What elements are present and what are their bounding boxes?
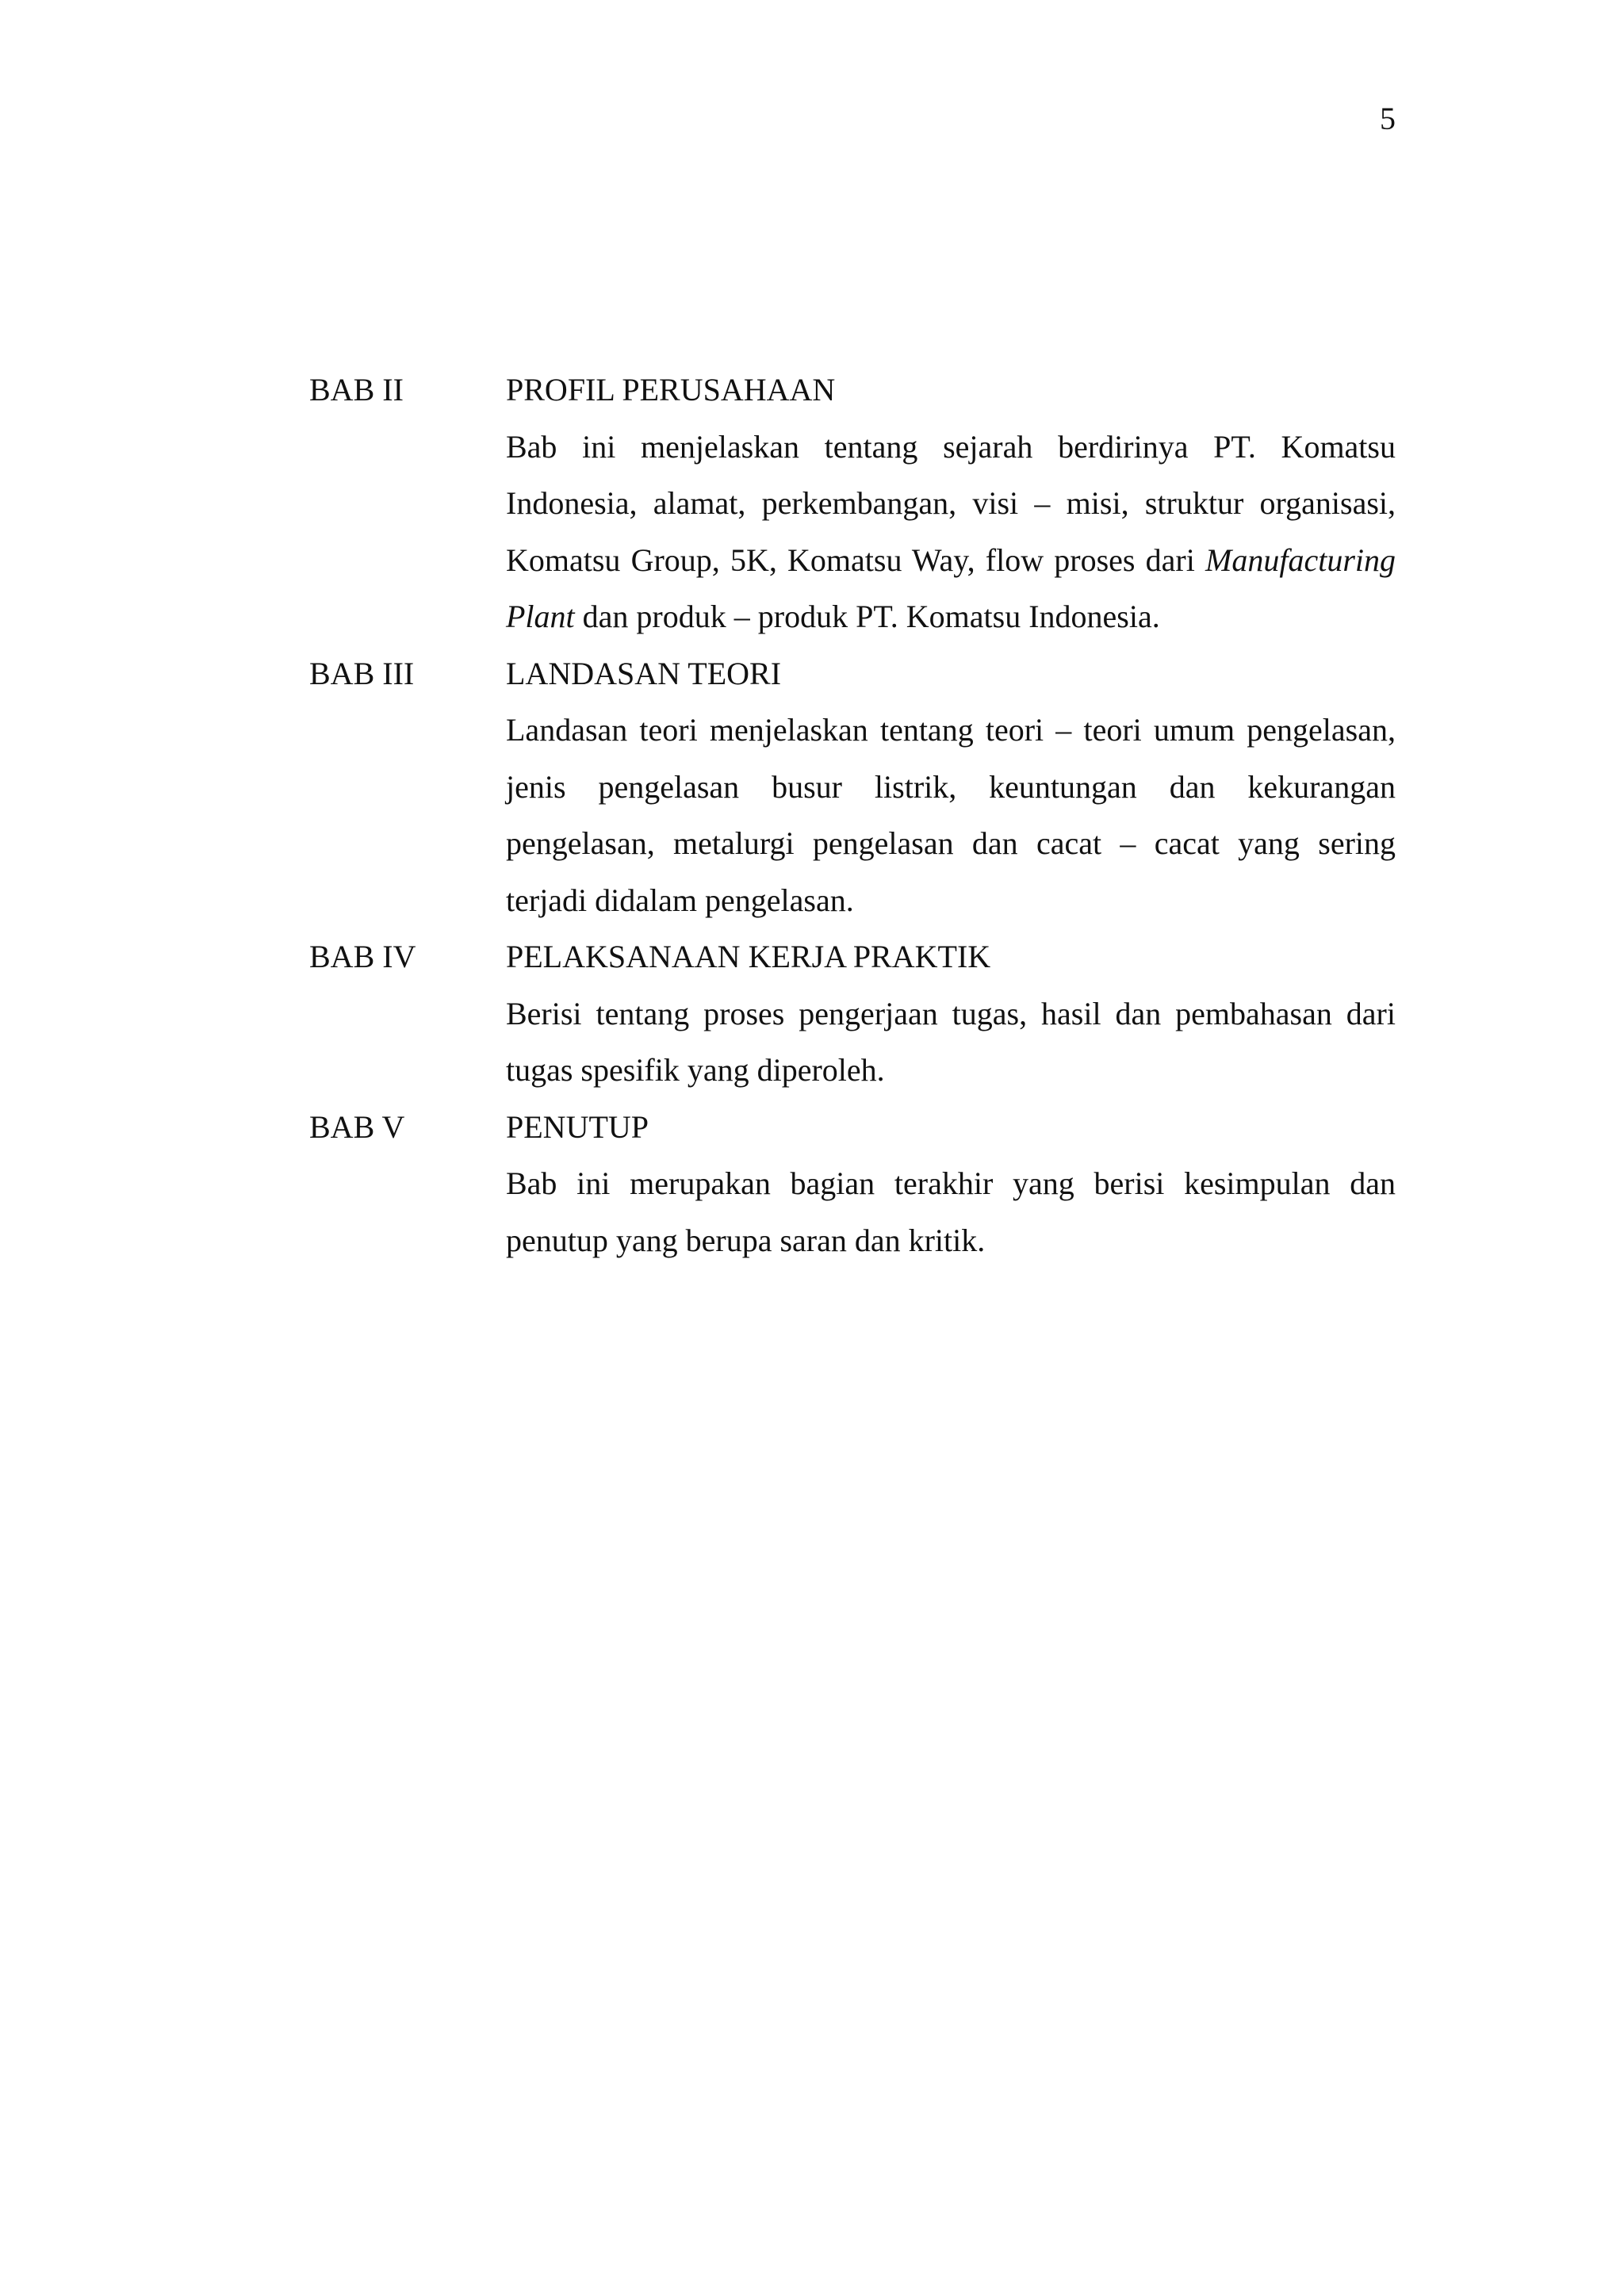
chapter-title: PENUTUP <box>506 1108 649 1145</box>
chapter-entry-bab-iv <box>309 928 1396 1099</box>
chapter-outline <box>309 362 1396 1269</box>
chapter-description-text-end: dan produk – produk PT. Komatsu Indonesia. <box>574 599 1160 634</box>
chapter-description: Landasan teori menjelaskan tentang teori – teori umum pengelasan, jenis pengelasan busur listrik, keuntungan dan kekurangan pengelasan, metalurgi pengelasan dan cacat – cacat yang sering terjadi didalam pengelasan. <box>506 712 1396 918</box>
chapter-body <box>506 362 1396 645</box>
chapter-body <box>506 645 1396 929</box>
chapter-entry-bab-v <box>309 1099 1396 1269</box>
chapter-entry-bab-ii <box>309 362 1396 645</box>
chapter-title: LANDASAN TEORI <box>506 655 782 691</box>
chapter-title: PROFIL PERUSAHAAN <box>506 372 836 408</box>
chapter-code: BAB III <box>309 655 415 691</box>
chapter-body <box>506 1099 1396 1269</box>
chapter-code: BAB V <box>309 1108 405 1145</box>
chapter-body <box>506 928 1396 1099</box>
chapter-code: BAB IV <box>309 939 416 974</box>
page-number: 5 <box>1380 101 1396 136</box>
chapter-description-text: Bab ini menjelaskan tentang sejarah berdirinya PT. Komatsu Indonesia, alamat, perkembangan, visi – misi, struktur organisasi, Komatsu Group, 5K, Komatsu Way, flow proses dari <box>506 428 1396 578</box>
chapter-title: PELAKSANAAN KERJA PRAKTIK <box>506 939 991 974</box>
chapter-description: Berisi tentang proses pengerjaan tugas, hasil dan pembahasan dari tugas spesifik yang diperoleh. <box>506 995 1396 1088</box>
chapter-description <box>506 419 1396 645</box>
chapter-description-italic: Manufacturing Plant <box>506 541 1396 634</box>
chapter-code: BAB II <box>309 372 404 408</box>
chapter-entry-bab-iii <box>309 645 1396 929</box>
chapter-description: Bab ini merupakan bagian terakhir yang berisi kesimpulan dan penutup yang berupa saran dan kritik. <box>506 1165 1396 1258</box>
